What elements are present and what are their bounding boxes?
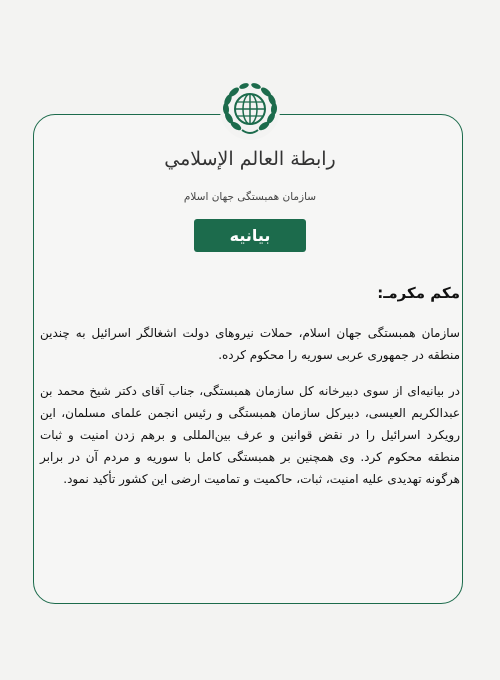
salutation: مکم مکرمـ: (377, 284, 460, 302)
paragraph-2: در بیانیه‌ای از سوی دبیرخانه کل سازمان همبستگی، جناب آقای دکتر شیخ محمد بن عبدالکریم العیسی، دبیرکل سازمان همبستگی و رئیس انجمن علمای مسلمان، این رویکرد اسرائیل را در نقض قوانین و عرف بین‌المللی و برهم زدن امنیت و ثبات منطقه محکوم کرد. وی همچنین بر همبستگی کامل با سوریه و مردم آن در برابر هرگونه تهدیدی علیه امنیت، ثبات، حاکمیت و تمامیت ارضی این کشور تأکید نمود. (40, 384, 460, 486)
paragraph-1: سازمان همبستگی جهان اسلام، حملات نیروهای دولت اشغالگر اسرائیل به چندین منطقه در جمهوری عربی سوریه را محکوم کرده. (40, 326, 460, 362)
organization-arabic-title: رابطة العالم الإسلامي (164, 148, 336, 170)
statement-body (40, 284, 460, 504)
statement-badge: بیانیه (194, 219, 306, 252)
organization-persian-subtitle: سازمان همبستگی جهان اسلام (183, 191, 317, 203)
globe-wreath-icon (220, 80, 280, 140)
